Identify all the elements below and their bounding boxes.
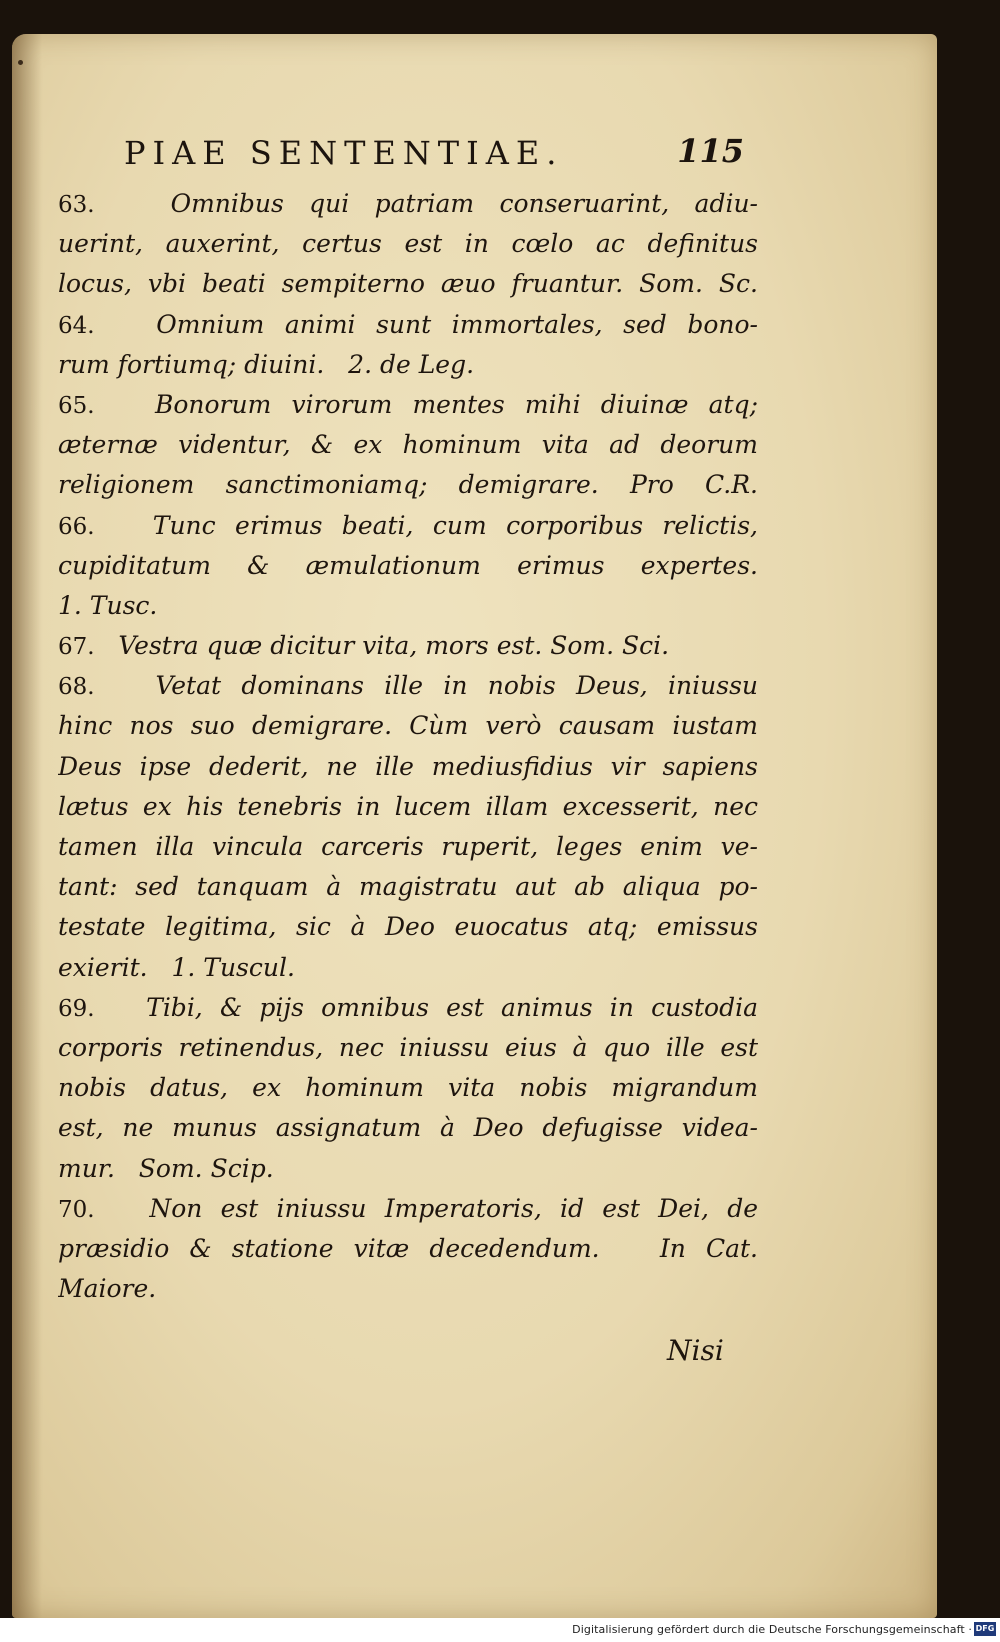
sentence-text: Tibi, & pijs omnibus est animus in custodia [146,992,758,1022]
text-line [58,787,758,827]
text-line [58,907,758,947]
running-title: PIAE SENTENTIAE. [124,134,564,172]
text-line [58,546,758,586]
catchword: Nisi [667,1334,724,1367]
book-page [12,34,937,1618]
sentence-text: testate legitima, sic à Deo euocatus atq; emissus [58,912,758,942]
spine-shadow [12,34,42,1618]
footer-bar [0,1618,1000,1642]
sentence-text: rum fortiumq; diuini. 2. de Leg. [58,349,475,379]
sentence-text: cupiditatum & æmulationum erimus expertes. [58,550,758,580]
text-line [58,425,758,465]
sentence-text: Vetat dominans ille in nobis Deus, iniussu [155,671,758,701]
sentence-text: exierit. 1. Tuscul. [58,952,295,982]
running-head [124,126,744,176]
sentence-text: nobis datus, ex hominum vita nobis migrandum [58,1073,758,1103]
sentence-text: tamen illa vincula carceris ruperit, leges enim ve- [58,832,758,861]
text-line [58,506,758,546]
text-line [58,224,758,264]
sentence-text: est, ne munus assignatum à Deo defugisse videa- [58,1113,758,1143]
sentence-number: 67. [58,634,95,661]
sentence-text: Tunc erimus beati, cum corporibus relictis, [152,510,758,540]
text-line [58,747,758,787]
text-line [58,1108,758,1148]
text-line [58,626,758,666]
text-line [58,666,758,706]
sentence-text: mur. Som. Scip. [58,1153,274,1183]
sentence-number: 70. [58,1196,95,1223]
sentence-text: Maiore. [58,1274,157,1304]
text-block [58,184,758,1309]
sentence-text: lætus ex his tenebris in lucem illam excesserit, nec [58,791,758,821]
sentence-text: tant: sed tanquam à magistratu aut ab aliqua po- [58,872,758,902]
sentence-text: præsidio & statione vitæ decedendum. In Cat. [58,1233,758,1263]
sentence-text: locus, vbi beati sempiterno æuo fruantur. Som. Sc. [58,269,758,299]
sentence-text: 1. Tusc. [58,590,158,620]
sentence-number: 66. [58,513,95,540]
sentence-text: hinc nos suo demigrare. Cùm verò causam iustam [58,711,758,741]
sentence-number: 68. [58,674,95,701]
footer-credit: Digitalisierung gefördert durch die Deutsche Forschungsgemeinschaft · [572,1623,972,1636]
sentence-text: Vestra quæ dicitur vita, mors est. Som. Sci. [118,631,670,661]
text-line [58,305,758,345]
sentence-number: 63. [58,192,95,218]
sentence-text: uerint, auxerint, certus est in cœlo ac definitus [58,229,758,259]
sentence-text: religionem sanctimoniamq; demigrare. Pro C.R. [58,470,758,500]
text-line [58,706,758,746]
sentence-text: æternæ videntur, & ex hominum vita ad deorum [58,430,758,460]
sentence-number: 69. [58,995,95,1022]
dfg-logo-icon: DFG [974,1622,996,1636]
sentence-text: Deus ipse dederit, ne ille mediusfidius vir sapiens [58,751,758,781]
text-line [58,867,758,907]
text-line [58,1189,758,1229]
text-line [58,1269,758,1309]
page-number: 115 [677,132,744,170]
sentence-text: Omnium animi sunt immortales, sed bono- [156,309,758,339]
ink-speck [18,60,23,65]
text-line [58,465,758,505]
sentence-text: Bonorum virorum mentes mihi diuinæ atq; [154,389,758,419]
text-line [58,1229,758,1269]
text-line [58,948,758,988]
sentence-number: 64. [58,312,95,339]
text-line [58,1028,758,1068]
text-line [58,184,758,224]
text-line [58,385,758,425]
sentence-number: 65. [58,392,95,419]
text-line [58,827,758,867]
sentence-text: Non est iniussu Imperatoris, id est Dei, de [149,1193,758,1223]
text-line [58,988,758,1028]
text-line [58,1068,758,1108]
sentence-text: corporis retinendus, nec iniussu eius à quo ille est [58,1032,758,1062]
text-line [58,345,758,385]
text-line [58,586,758,626]
text-line [58,264,758,304]
sentence-text: Omnibus qui patriam conseruarint, adiu- [170,189,758,218]
text-line [58,1149,758,1189]
